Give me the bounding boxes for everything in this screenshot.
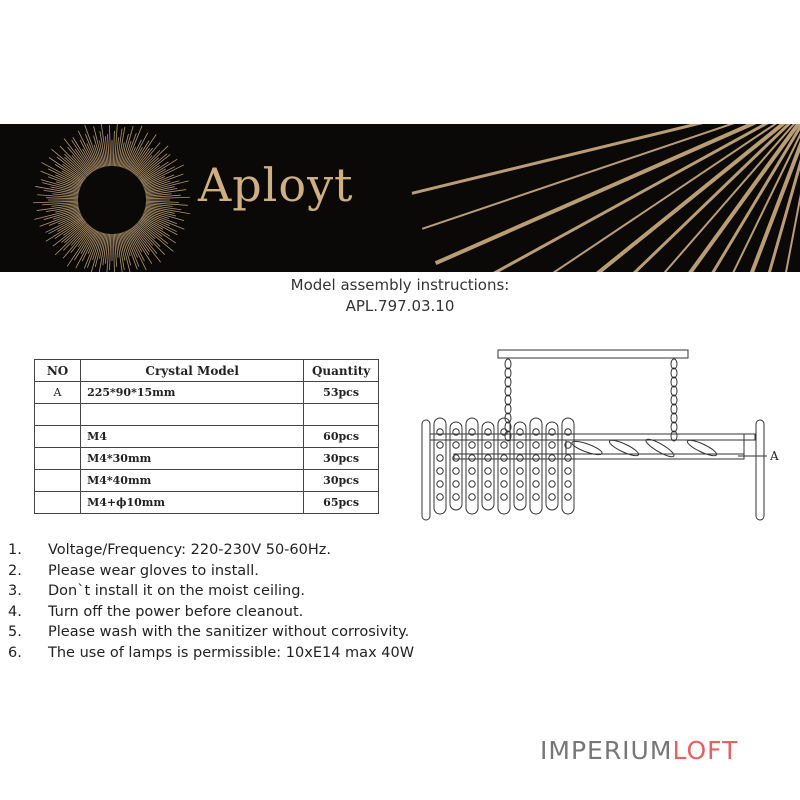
suspension-chains [505, 359, 677, 441]
note-number: 5. [8, 624, 22, 640]
logo-part-b: LOFT [672, 736, 739, 765]
header-no: NO [35, 360, 81, 382]
note-text: Please wear gloves to install. [48, 562, 259, 579]
cell-no [35, 404, 81, 426]
table-row [35, 404, 379, 426]
cell-no [35, 470, 81, 492]
callout-label: A [770, 449, 779, 463]
note-number: 4. [8, 603, 22, 620]
note-text: Don`t install it on the moist ceiling. [48, 583, 306, 599]
note-text: The use of lamps is permissible: 10xE14 max 40W [48, 644, 415, 661]
imperiumloft-logo [540, 736, 738, 765]
cell-qty: 53pcs [304, 382, 379, 404]
cell-no [35, 492, 81, 514]
table-row [35, 470, 379, 492]
cell-model: M4+ϕ10mm [81, 492, 304, 514]
table-row [35, 382, 379, 404]
cell-qty: 60pcs [304, 426, 379, 448]
cell-qty: 30pcs [304, 470, 379, 492]
note-number: 2. [8, 562, 22, 579]
note-number: 3. [8, 583, 22, 599]
brand-banner [0, 124, 800, 272]
note-number: 1. [8, 542, 22, 558]
note-number: 6. [8, 644, 22, 661]
note-text: Turn off the power before cleanout. [48, 603, 304, 620]
cell-no: A [35, 382, 81, 404]
chandelier-drawing [412, 340, 792, 530]
note-text: Voltage/Frequency: 220-230V 50-60Hz. [48, 542, 331, 558]
header-model: Crystal Model [81, 360, 304, 382]
table-row [35, 448, 379, 470]
cell-no [35, 426, 81, 448]
cell-qty [304, 404, 379, 426]
table-header-row [35, 360, 379, 382]
cell-model [81, 404, 304, 426]
cell-model: M4*30mm [81, 448, 304, 470]
model-number: APL.797.03.10 [345, 297, 455, 315]
cell-no [35, 448, 81, 470]
note-text: Please wash with the sanitizer without corrosivity. [48, 624, 410, 640]
logo-part-a: IMPERIUM [540, 736, 673, 765]
cell-model: M4*40mm [81, 470, 304, 492]
brand-logo: Aployt [198, 158, 354, 212]
parts-table [34, 359, 379, 514]
ceiling-plate [498, 350, 688, 358]
table-row [35, 426, 379, 448]
cell-model: M4 [81, 426, 304, 448]
frame-bar-top [430, 434, 755, 440]
cell-model: 225*90*15mm [81, 382, 304, 404]
sunburst-graphic [0, 124, 800, 272]
instructions-title: Model assembly instructions: [290, 276, 510, 294]
header-quantity: Quantity [304, 360, 379, 382]
cell-qty: 30pcs [304, 448, 379, 470]
cell-qty: 65pcs [304, 492, 379, 514]
crystal-pendants [422, 418, 764, 520]
table-row [35, 492, 379, 514]
